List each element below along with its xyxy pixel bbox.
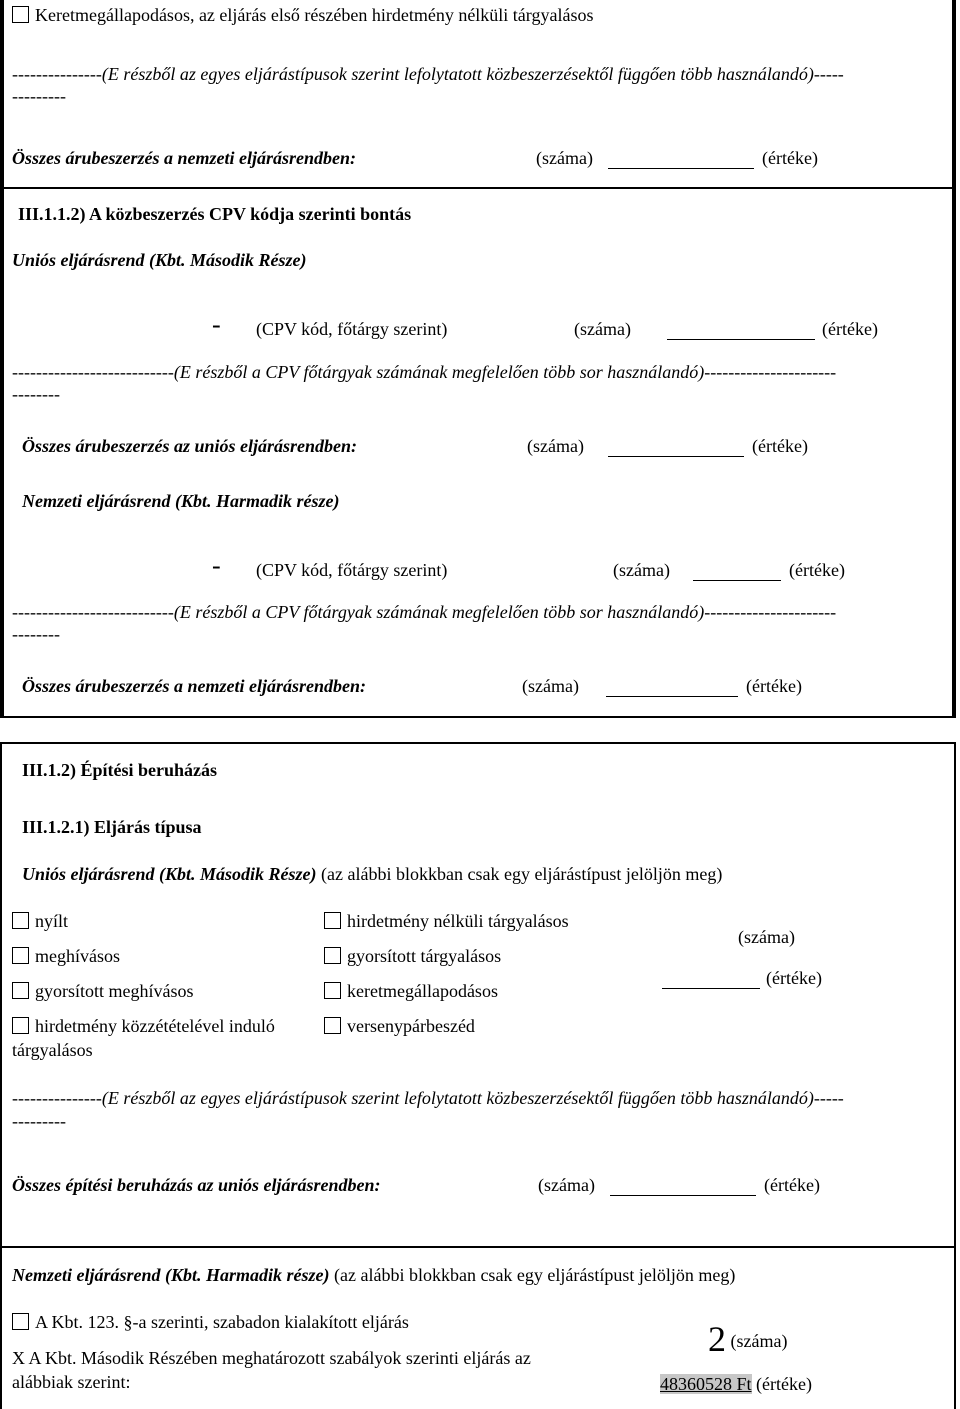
option-keretmegallapodasos[interactable] (324, 981, 498, 1002)
option-hirdetmeny-kozzetetel[interactable] (12, 1016, 275, 1037)
national-regime-line (12, 1265, 735, 1286)
szama-label: (száma) (527, 436, 584, 456)
szama-label: (száma) (613, 560, 670, 580)
total-label: Összes építési beruházás az uniós eljárásrendben: (12, 1175, 381, 1195)
frame-left-line (0, 742, 2, 1409)
instruction-text: (az alábbi blokkban csak egy eljárástípust jelöljön meg) (334, 1265, 736, 1285)
option-kbt-masodik[interactable] (12, 1348, 531, 1369)
count-field[interactable] (606, 676, 738, 697)
usage-note: ---------------(E részből az egyes eljárástípusok szerint lefolytatott közbeszerzésektől függően több használandó)----- (12, 1088, 844, 1108)
usage-note-cont: -------- (12, 384, 60, 404)
list-dash: - (212, 310, 221, 339)
checkbox[interactable] (324, 982, 341, 999)
instruction-text: (az alábbi blokkban csak egy eljárástípust jelöljön meg) (321, 864, 723, 884)
eu-regime-label: Uniós eljárásrend (Kbt. Második Része) (12, 250, 307, 270)
count-field[interactable] (608, 148, 754, 169)
national-regime-label: Nemzeti eljárásrend (Kbt. Harmadik része) (22, 491, 340, 511)
count-field[interactable] (610, 1175, 756, 1196)
szama-label: (száma) (522, 676, 579, 696)
szama-label: (száma) (574, 319, 631, 339)
divider (0, 187, 956, 189)
option-label-cont: alábbiak szerint: (12, 1372, 131, 1392)
usage-note-cont: --------- (12, 86, 66, 106)
checkbox[interactable] (12, 912, 29, 929)
erteke-label: (értéke) (766, 968, 822, 988)
eu-regime-line (22, 864, 722, 885)
option-label: A Kbt. Második Részében meghatározott szabályok szerinti eljárás az (28, 1348, 531, 1368)
frame-right-line (954, 742, 956, 1409)
option-label: nyílt (35, 911, 69, 931)
erteke-label: (értéke) (746, 676, 802, 696)
value-field[interactable] (662, 970, 760, 989)
checkbox[interactable] (12, 1017, 29, 1034)
option-label: gyorsított meghívásos (35, 981, 194, 1001)
checkbox[interactable] (324, 912, 341, 929)
list-dash: - (212, 551, 221, 580)
usage-note: ---------------(E részből az egyes eljárástípusok szerint lefolytatott közbeszerzésektől függően több használandó)----- (12, 64, 844, 84)
count-field[interactable] (693, 560, 781, 581)
option-label-cont: tárgyalásos (12, 1040, 93, 1060)
checkbox[interactable] (12, 947, 29, 964)
erteke-label: (értéke) (752, 436, 808, 456)
szama-label: (száma) (538, 1175, 595, 1195)
option-label: keretmegállapodásos (347, 981, 498, 1001)
divider (0, 742, 956, 744)
value-display (660, 1374, 812, 1395)
count-display (708, 1318, 787, 1360)
erteke-label: (értéke) (756, 1374, 812, 1394)
section-heading: III.1.1.2) A közbeszerzés CPV kódja szerinti bontás (18, 204, 412, 224)
option-nyilt[interactable] (12, 911, 68, 932)
erteke-label: (értéke) (764, 1175, 820, 1195)
option-label: versenypárbeszéd (347, 1016, 475, 1036)
count-field[interactable] (667, 319, 815, 340)
total-label: Összes árubeszerzés az uniós eljárásrendben: (22, 436, 358, 456)
checkbox[interactable] (12, 1313, 29, 1330)
szama-label: (száma) (738, 927, 795, 947)
keretmeg-option[interactable] (12, 5, 593, 26)
usage-note-cont: -------- (12, 624, 60, 644)
checkbox[interactable] (12, 982, 29, 999)
section-heading: III.1.2) Építési beruházás (22, 760, 218, 780)
total-label: Összes árubeszerzés a nemzeti eljárásrendben: (12, 148, 357, 168)
frame-left-line (0, 0, 4, 716)
usage-note: ---------------------------(E részből a CPV főtárgyak számának megfelelően több sor használandó)---------------------- (12, 602, 837, 622)
count-field[interactable] (608, 436, 744, 457)
national-regime-label: Nemzeti eljárásrend (Kbt. Harmadik része) (12, 1265, 330, 1285)
cpv-label: (CPV kód, főtárgy szerint) (256, 319, 448, 339)
option-label: hirdetmény nélküli tárgyalásos (347, 911, 569, 931)
checked-mark: X (12, 1348, 25, 1368)
option-hirdetmeny-nelkuli[interactable] (324, 911, 569, 932)
szama-label: (száma) (536, 148, 593, 168)
count-value: 2 (708, 1319, 726, 1359)
erteke-label: (értéke) (822, 319, 878, 339)
option-gyorsitott-targyalasos[interactable] (324, 946, 501, 967)
divider (0, 716, 956, 718)
option-meghivasos[interactable] (12, 946, 120, 967)
option-kbt-123[interactable] (12, 1312, 409, 1333)
option-label: meghívásos (35, 946, 120, 966)
checkbox[interactable] (12, 6, 29, 23)
option-label: hirdetmény közzétételével induló (35, 1016, 275, 1036)
usage-note: ---------------------------(E részből a CPV főtárgyak számának megfelelően több sor használandó)---------------------- (12, 362, 837, 382)
checkbox[interactable] (324, 947, 341, 964)
usage-note-cont: --------- (12, 1111, 66, 1131)
subsection-heading: III.1.2.1) Eljárás típusa (22, 817, 202, 837)
option-label: A Kbt. 123. §-a szerinti, szabadon kialakított eljárás (35, 1312, 409, 1332)
erteke-label: (értéke) (789, 560, 845, 580)
szama-label: (száma) (730, 1331, 788, 1351)
keretmeg-label: Keretmegállapodásos, az eljárás első részében hirdetmény nélküli tárgyalásos (35, 5, 594, 25)
total-label: Összes árubeszerzés a nemzeti eljárásrendben: (22, 676, 367, 696)
eu-regime-label: Uniós eljárásrend (Kbt. Második Része) (22, 864, 317, 884)
frame-right-line (952, 0, 956, 716)
cpv-label: (CPV kód, főtárgy szerint) (256, 560, 448, 580)
divider (0, 1246, 956, 1248)
option-versenyparbeszed[interactable] (324, 1016, 475, 1037)
amount-value: 48360528 Ft (660, 1374, 752, 1394)
checkbox[interactable] (324, 1017, 341, 1034)
option-label: gyorsított tárgyalásos (347, 946, 502, 966)
option-gyorsitott-meghivasos[interactable] (12, 981, 194, 1002)
erteke-label: (értéke) (762, 148, 818, 168)
